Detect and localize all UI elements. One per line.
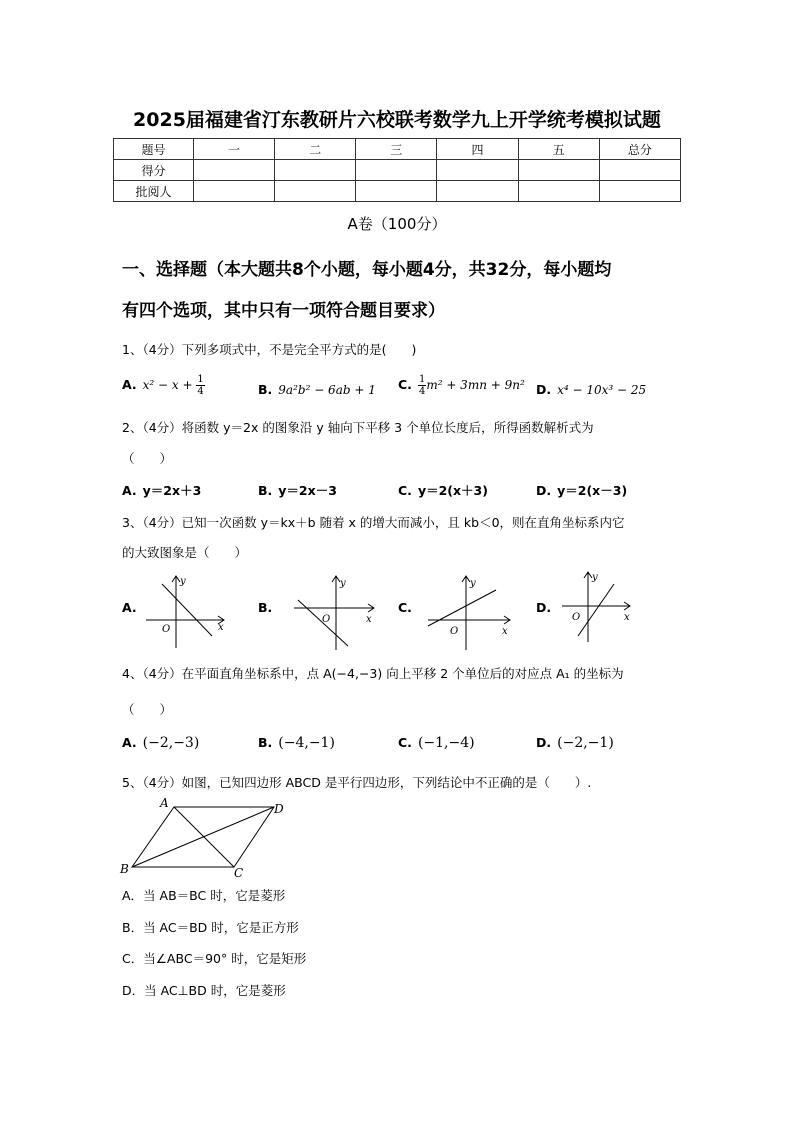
option-letter: C. bbox=[398, 735, 412, 750]
q3-graph-d bbox=[560, 570, 650, 648]
score-header-cell: 四 bbox=[437, 139, 518, 160]
option-letter: D. bbox=[536, 600, 552, 615]
q2-stem: 2、（4分）将函数 y＝2x 的图象沿 y 轴向下平移 3 个单位长度后，所得函数解析式为 bbox=[122, 420, 594, 435]
q5-parallelogram-figure bbox=[118, 795, 293, 880]
reviewer-cell[interactable] bbox=[356, 181, 437, 202]
option-letter: B. bbox=[258, 600, 273, 615]
option-letter: D. bbox=[536, 735, 552, 750]
q3-stem-line1: 3、（4分）已知一次函数 y＝kx＋b 随着 x 的增大而减小，且 kb＜0，则在直角坐标系内它 bbox=[122, 515, 625, 530]
q1-option-b[interactable] bbox=[258, 382, 376, 397]
origin-label: O bbox=[450, 626, 459, 637]
q4-option-b[interactable] bbox=[258, 735, 335, 751]
score-table-header-row bbox=[114, 139, 681, 160]
option-letter: A. bbox=[122, 483, 137, 498]
q3-option-d-letter[interactable] bbox=[536, 600, 557, 615]
origin-label: O bbox=[322, 614, 331, 625]
function-line bbox=[578, 584, 614, 636]
vertex-label-c: C bbox=[234, 866, 244, 880]
q1-c-expr: m² + 3mn + 9n² bbox=[426, 378, 525, 392]
score-cell[interactable] bbox=[437, 160, 518, 181]
origin-label: O bbox=[162, 624, 171, 635]
fraction-numerator: 1 bbox=[418, 374, 426, 385]
reviewer-cell[interactable] bbox=[518, 181, 599, 202]
q2-option-a[interactable] bbox=[122, 481, 207, 499]
q2-paren: （ ） bbox=[122, 451, 173, 466]
q1-d-expr: x⁴ − 10x³ − 25 bbox=[557, 383, 647, 397]
option-letter: D. bbox=[536, 382, 552, 397]
y-axis-label: y bbox=[592, 572, 598, 583]
q1-b-expr: 9a²b² − 6ab + 1 bbox=[278, 383, 376, 397]
q3-option-b-letter[interactable] bbox=[258, 600, 278, 615]
reviewer-row-label: 批阅人 bbox=[114, 181, 194, 202]
reviewer-cell[interactable] bbox=[599, 181, 680, 202]
fraction-numerator: 1 bbox=[197, 374, 204, 385]
fraction-denominator: 4 bbox=[197, 386, 204, 397]
score-header-cell: 三 bbox=[356, 139, 437, 160]
fraction-denominator: 4 bbox=[418, 386, 426, 397]
option-letter: B. bbox=[258, 735, 273, 750]
exam-title: 2025届福建省汀东教研片六校联考数学九上开学统考模拟试题 bbox=[133, 109, 661, 131]
q3-graph-c bbox=[424, 574, 514, 652]
reviewer-cell[interactable] bbox=[437, 181, 518, 202]
vertex-label-b: B bbox=[120, 862, 129, 876]
q2-b-expr: y＝2x－3 bbox=[278, 483, 337, 498]
y-axis-label: y bbox=[470, 578, 476, 589]
y-axis-label: y bbox=[180, 576, 186, 587]
origin-label: O bbox=[572, 612, 581, 623]
fraction bbox=[196, 374, 204, 397]
q4-paren: （ ） bbox=[122, 702, 173, 717]
q5-option-c[interactable]: C．当∠ABC＝90° 时，它是矩形 bbox=[122, 951, 307, 966]
q2-c-expr: y＝2(x＋3) bbox=[417, 483, 488, 498]
y-axis-label: y bbox=[340, 578, 346, 589]
score-row bbox=[114, 160, 681, 181]
section-heading-line2: 有四个选项，其中只有一项符合题目要求） bbox=[122, 301, 445, 321]
function-line bbox=[428, 590, 496, 626]
vertex-label-d: D bbox=[274, 802, 284, 816]
option-letter: B. bbox=[258, 382, 273, 397]
score-cell[interactable] bbox=[275, 160, 356, 181]
q2-option-c[interactable] bbox=[398, 481, 494, 499]
q1-option-c[interactable] bbox=[398, 374, 525, 397]
option-letter: B. bbox=[258, 483, 273, 498]
reviewer-cell[interactable] bbox=[194, 181, 275, 202]
score-header-cell: 五 bbox=[518, 139, 599, 160]
score-header-cell: 题号 bbox=[114, 139, 194, 160]
q2-a-expr: y＝2x＋3 bbox=[142, 483, 202, 498]
score-cell[interactable] bbox=[518, 160, 599, 181]
option-letter: C. bbox=[398, 377, 412, 392]
q2-option-d[interactable] bbox=[536, 481, 633, 499]
q4-d-expr: (−2,−1) bbox=[557, 735, 614, 751]
score-header-cell: 总分 bbox=[599, 139, 680, 160]
q4-c-expr: (−1,−4) bbox=[417, 735, 475, 751]
option-letter: A. bbox=[122, 600, 137, 615]
score-cell[interactable] bbox=[356, 160, 437, 181]
q1-option-d[interactable] bbox=[536, 382, 646, 397]
q4-b-expr: (−4,−1) bbox=[278, 735, 335, 751]
score-header-cell: 一 bbox=[194, 139, 275, 160]
q4-option-d[interactable] bbox=[536, 735, 614, 751]
q5-option-d[interactable]: D．当 AC⊥BD 时，它是菱形 bbox=[122, 983, 286, 998]
score-table bbox=[113, 138, 681, 202]
reviewer-cell[interactable] bbox=[275, 181, 356, 202]
q3-graph-b bbox=[290, 574, 380, 652]
q4-option-c[interactable] bbox=[398, 735, 475, 751]
q1-option-a[interactable] bbox=[122, 374, 205, 397]
q1-stem: 1、（4分）下列多项式中，不是完全平方式的是( ) bbox=[122, 342, 417, 357]
q2-d-expr: y＝2(x－3) bbox=[557, 483, 628, 498]
vertex-label-a: A bbox=[160, 796, 169, 810]
q5-option-b[interactable]: B．当 AC＝BD 时，它是正方形 bbox=[122, 920, 299, 935]
option-letter: C. bbox=[398, 483, 412, 498]
option-letter: A. bbox=[122, 377, 137, 392]
q5-stem: 5、（4分）如图，已知四边形 ABCD 是平行四边形，下列结论中不正确的是（ ）. bbox=[122, 775, 592, 790]
q3-option-c-letter[interactable] bbox=[398, 600, 418, 615]
volume-heading: A卷（100分） bbox=[347, 215, 447, 233]
q4-a-expr: (−2,−3) bbox=[142, 735, 200, 751]
option-letter: A. bbox=[122, 735, 137, 750]
score-cell[interactable] bbox=[599, 160, 680, 181]
reviewer-row bbox=[114, 181, 681, 202]
score-cell[interactable] bbox=[194, 160, 275, 181]
option-letter: D. bbox=[536, 483, 552, 498]
q4-option-a[interactable] bbox=[122, 735, 199, 751]
q3-graph-a bbox=[140, 572, 230, 650]
option-letter: C. bbox=[398, 600, 412, 615]
x-axis-label: x bbox=[366, 614, 372, 625]
x-axis-label: x bbox=[502, 626, 508, 637]
q3-stem-line2: 的大致图象是（ ） bbox=[122, 545, 248, 560]
x-axis-label: x bbox=[218, 622, 224, 633]
score-row-label: 得分 bbox=[114, 160, 194, 181]
section-heading-line1: 一、选择题（本大题共8个小题，每小题4分，共32分，每小题均 bbox=[122, 260, 612, 280]
x-axis-label: x bbox=[624, 612, 630, 623]
q2-option-b[interactable] bbox=[258, 481, 343, 499]
q1-a-expr: x² − x + bbox=[142, 378, 197, 392]
q5-option-a[interactable]: A．当 AB＝BC 时，它是菱形 bbox=[122, 888, 286, 903]
q4-stem: 4、（4分）在平面直角坐标系中，点 A(−4,−3) 向上平移 2 个单位后的对应点 A₁ 的坐标为 bbox=[122, 666, 624, 681]
score-header-cell: 二 bbox=[275, 139, 356, 160]
